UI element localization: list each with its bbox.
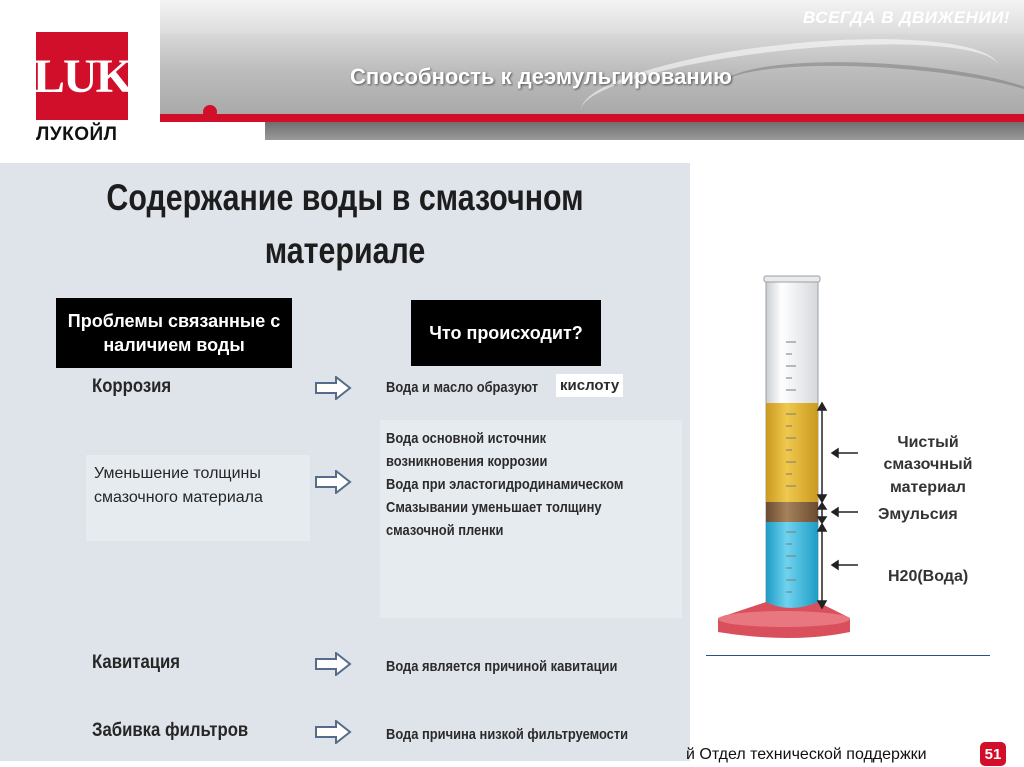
arrow-right-icon [314, 470, 352, 494]
header-gray-line [265, 122, 1024, 140]
label-water: H20(Вода) [888, 568, 969, 585]
effect-cavitation: Вода является причиной кавитации [386, 658, 618, 675]
logo-text: ЛУКОЙЛ [36, 124, 118, 145]
arrow-right-icon [314, 376, 352, 400]
label-clean-oil: Чистый смазочный материал [883, 434, 973, 496]
effect-film-line-2: возникновения коррозии [386, 453, 548, 470]
arrow-right-icon [314, 720, 352, 744]
effect-corrosion-extra: кислоту [556, 374, 623, 397]
effect-film-line-5: смазочной пленки [386, 522, 504, 539]
header-red-dot [203, 105, 217, 119]
column-header-what-happens: Что происходит? [411, 300, 601, 366]
footer-department: й Отдел технической поддержки [686, 746, 927, 763]
logo-mark: LUK [33, 49, 132, 103]
problem-corrosion: Коррозия [92, 376, 172, 397]
graduated-cylinder [700, 270, 880, 650]
effect-film-line-4: Смазывании уменьшает толщину [386, 499, 602, 516]
slide-title: Способность к деэмульгированию [350, 64, 732, 89]
lukoil-logo [33, 32, 132, 120]
problem-cavitation: Кавитация [92, 652, 181, 673]
arrow-right-icon [314, 652, 352, 676]
effect-filter-clogging: Вода причина низкой фильтруемости [386, 726, 629, 743]
slogan: ВСЕГДА В ДВИЖЕНИИ! [802, 8, 1010, 27]
effect-film-line-3: Вода при эластогидродинамическом [386, 476, 624, 493]
label-emulsion: Эмульсия [878, 506, 958, 523]
column-header-problems: Проблемы связанные с наличием воды [56, 298, 292, 368]
divider-line [706, 655, 990, 656]
effect-corrosion: Вода и масло образуют [386, 379, 539, 396]
content-title: Содержание воды в смазочном материале [106, 177, 584, 271]
effect-film-line-1: Вода основной источник [386, 430, 547, 447]
page-number: 51 [980, 742, 1006, 766]
header-red-line [160, 114, 1024, 122]
problem-film-thickness: Уменьшение толщины смазочного материала [94, 465, 263, 506]
problem-filter-clogging: Забивка фильтров [92, 720, 249, 741]
